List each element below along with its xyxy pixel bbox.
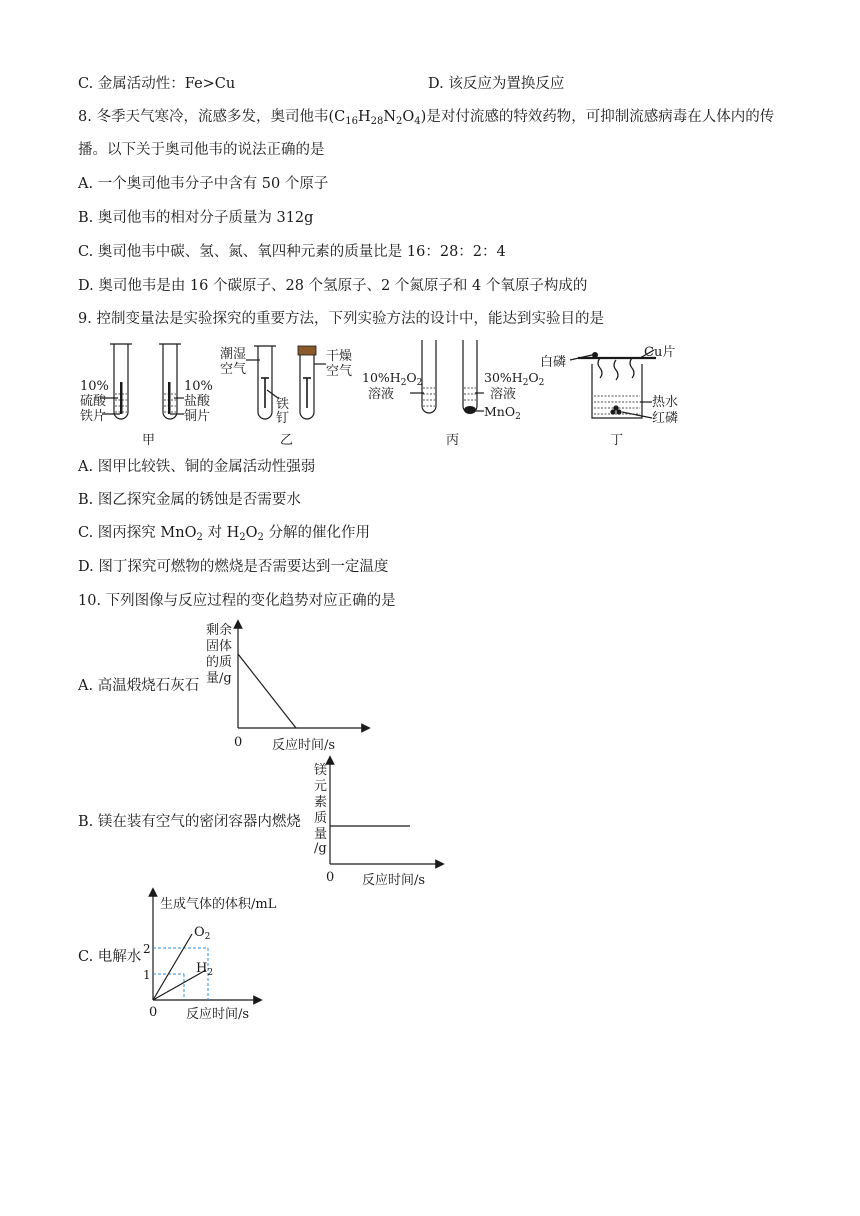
bing-caption: 丙 bbox=[446, 433, 460, 448]
chart-b-xlabel: 反应时间/s bbox=[362, 873, 426, 888]
q7-option-c: C. 金属活动性：Fe>Cu bbox=[78, 76, 236, 92]
jia-left-label-3: 铁片 bbox=[80, 409, 107, 424]
bing-right-label-2: 溶液 bbox=[490, 387, 517, 402]
chart-a-ylabel-4: 量/g bbox=[206, 671, 232, 686]
fig-ding bbox=[540, 344, 678, 448]
bing-mno2-label: MnO$_2$ bbox=[484, 404, 521, 422]
yi-dry-label-2: 空气 bbox=[326, 364, 353, 379]
jia-right-label-3: 铜片 bbox=[184, 409, 211, 424]
q10-option-a-label: A. 高温煅烧石灰石 bbox=[78, 678, 200, 694]
chart-b-origin: 0 bbox=[326, 870, 335, 885]
yi-dry-label-1: 干燥 bbox=[326, 349, 353, 364]
chart-a-ylabel-1: 剩余 bbox=[206, 623, 233, 638]
chart-b-ylabel-2: 元 bbox=[314, 779, 328, 794]
q9-stem: 9. 控制变量法是实验探究的重要方法，下列实验方法的设计中，能达到实验目的是 bbox=[78, 311, 604, 327]
q8-stem-line2: 播。以下关于奥司他韦的说法正确的是 bbox=[78, 142, 325, 158]
chart-a-ylabel-2: 固体 bbox=[206, 639, 233, 654]
jia-left-label-1: 10% bbox=[80, 379, 109, 394]
chart-c-o2-label: $O_2$ bbox=[194, 925, 211, 942]
chart-a-ylabel-3: 的质 bbox=[206, 655, 233, 670]
jia-right-label-1: 10% bbox=[184, 379, 213, 394]
yi-caption: 乙 bbox=[280, 433, 294, 448]
q9-option-a: A. 图甲比较铁、铜的金属活动性强弱 bbox=[78, 459, 316, 475]
q10-option-c-label: C. 电解水 bbox=[78, 949, 142, 965]
chart-c-xlabel: 反应时间/s bbox=[186, 1007, 250, 1022]
ding-cu-label: Cu片 bbox=[644, 345, 676, 360]
q9-option-b: B. 图乙探究金属的锈蚀是否需要水 bbox=[78, 492, 301, 508]
jia-caption: 甲 bbox=[142, 433, 156, 448]
q9-option-c: C. 图丙探究 MnO$_2$ 对 $H_2O_2$ 分解的催化作用 bbox=[78, 525, 370, 543]
q8-option-a: A. 一个奥司他韦分子中含有 50 个原子 bbox=[78, 176, 329, 192]
bing-left-label-1: $10\%H_2O_2$ bbox=[362, 370, 423, 388]
q10-chart-b bbox=[300, 750, 450, 890]
q8-option-d: D. 奥司他韦是由 16 个碳原子、28 个氢原子、2 个氮原子和 4 个氧原子构成的 bbox=[78, 278, 588, 294]
q9-experiment-figure bbox=[70, 338, 690, 450]
chart-c-o2-line bbox=[153, 934, 192, 1000]
chart-c-tick-2: 2 bbox=[143, 942, 151, 956]
q8-stem-line1: 8. 冬季天气寒冷，流感多发，奥司他韦$(C_{16}H_{28}N_2O_4)$是对付流感的特效药物，可抑制流感病毒在人体内的传 bbox=[78, 109, 775, 127]
yi-nail-label-1: 铁 bbox=[276, 397, 290, 412]
ding-hot-water-label: 热水 bbox=[652, 395, 679, 410]
fig-jia bbox=[80, 344, 213, 448]
chart-c-ylabel: 生成气体的体积/mL bbox=[160, 897, 277, 912]
yi-moist-label-2: 空气 bbox=[220, 362, 247, 377]
chart-a-mass-line bbox=[238, 654, 296, 728]
ding-white-p-label: 白磷 bbox=[540, 355, 567, 370]
chart-c-tick-1: 1 bbox=[143, 968, 151, 982]
chart-a-xlabel: 反应时间/s bbox=[272, 738, 336, 753]
q8-option-c: C. 奥司他韦中碳、氢、氮、氧四种元素的质量比是 16：28：2：4 bbox=[78, 244, 506, 260]
chart-c-h2-label: $H_2$ bbox=[196, 961, 214, 978]
bing-right-label-1: $30\%H_2O_2$ bbox=[484, 370, 545, 388]
jia-right-label-2: 盐酸 bbox=[184, 394, 211, 409]
chart-b-ylabel-4: 质 bbox=[314, 811, 328, 826]
jia-left-label-2: 硫酸 bbox=[80, 394, 107, 409]
ding-caption: 丁 bbox=[610, 433, 624, 448]
bing-left-label-2: 溶液 bbox=[368, 387, 395, 402]
fig-bing bbox=[362, 340, 544, 448]
chart-b-ylabel-5: 量 bbox=[314, 827, 328, 842]
chart-b-ylabel-6: /g bbox=[314, 841, 327, 856]
q9-option-d: D. 图丁探究可燃物的燃烧是否需要达到一定温度 bbox=[78, 559, 389, 575]
yi-nail-label-2: 钉 bbox=[276, 411, 290, 426]
q10-chart-c bbox=[140, 884, 320, 1026]
chart-c-origin: 0 bbox=[149, 1005, 158, 1020]
q8-option-b: B. 奥司他韦的相对分子质量为 312g bbox=[78, 210, 314, 226]
q10-option-b-label: B. 镁在装有空气的密闭容器内燃烧 bbox=[78, 814, 301, 830]
chart-a-origin: 0 bbox=[234, 735, 243, 750]
q7-option-d: D. 该反应为置换反应 bbox=[428, 76, 565, 92]
ding-red-p-label: 红磷 bbox=[652, 411, 679, 426]
fig-yi bbox=[220, 346, 352, 448]
q10-stem: 10. 下列图像与反应过程的变化趋势对应正确的是 bbox=[78, 593, 396, 609]
chart-b-ylabel-3: 素 bbox=[314, 795, 328, 810]
yi-moist-label-1: 潮湿 bbox=[220, 347, 247, 362]
q10-chart-a bbox=[200, 618, 380, 754]
chart-b-ylabel-1: 镁 bbox=[314, 763, 328, 778]
